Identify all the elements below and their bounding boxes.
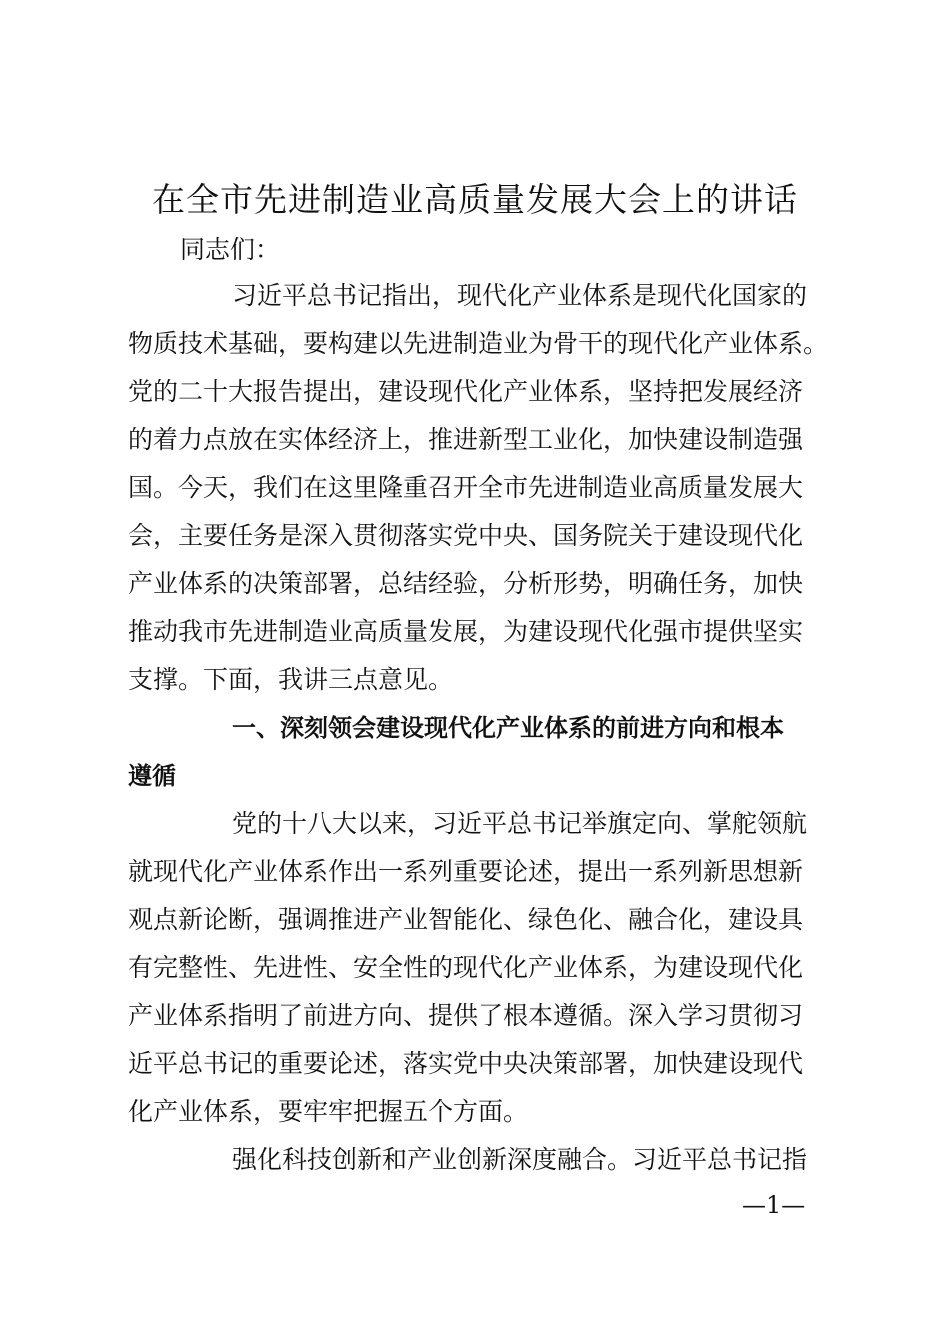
paragraph-line: 会，主要任务是深入贯彻落实党中央、国务院关于建设现代化 [128,521,804,550]
paragraph-line: 观点新论断，强调推进产业智能化、绿色化、融合化，建设具 [128,905,804,934]
paragraph-line: 支撑。下面，我讲三点意见。 [128,665,454,694]
paragraph-line: 党的十八大以来，习近平总书记举旗定向、掌舵领航 [232,809,808,838]
page-number: —1— [742,1191,806,1219]
heading-line: 遵循 [128,762,176,790]
paragraph-line: 党的二十大报告提出，建设现代化产业体系，坚持把发展经济 [128,377,804,406]
paragraph-line: 产业体系的决策部署，总结经验，分析形势，明确任务，加快 [128,569,804,598]
paragraph-line: 近平总书记的重要论述，落实党中央决策部署，加快建设现代 [128,1049,804,1078]
paragraph-line: 有完整性、先进性、安全性的现代化产业体系，为建设现代化 [128,953,804,982]
heading-line: 一、深刻领会建设现代化产业体系的前进方向和根本 [232,714,784,742]
paragraph-line: 就现代化产业体系作出一系列重要论述，提出一系列新思想新 [128,857,804,886]
paragraph-line: 国。今天，我们在这里隆重召开全市先进制造业高质量发展大 [128,473,804,502]
paragraph-line: 的着力点放在实体经济上，推进新型工业化，加快建设制造强 [128,425,804,454]
paragraph-line: 推动我市先进制造业高质量发展，为建设现代化强市提供坚实 [128,617,804,646]
paragraph-line: 习近平总书记指出，现代化产业体系是现代化国家的 [232,281,808,310]
paragraph-line: 化产业体系，要牢牢把握五个方面。 [128,1097,529,1126]
salutation: 同志们： [180,235,281,264]
paragraph-line: 物质技术基础，要构建以先进制造业为骨干的现代化产业体系。 [128,329,829,358]
paragraph-line: 产业体系指明了前进方向、提供了根本遵循。深入学习贯彻习 [128,1001,804,1030]
document-title: 在全市先进制造业高质量发展大会上的讲话 [152,180,798,219]
paragraph-line: 强化科技创新和产业创新深度融合。习近平总书记指 [232,1145,808,1174]
